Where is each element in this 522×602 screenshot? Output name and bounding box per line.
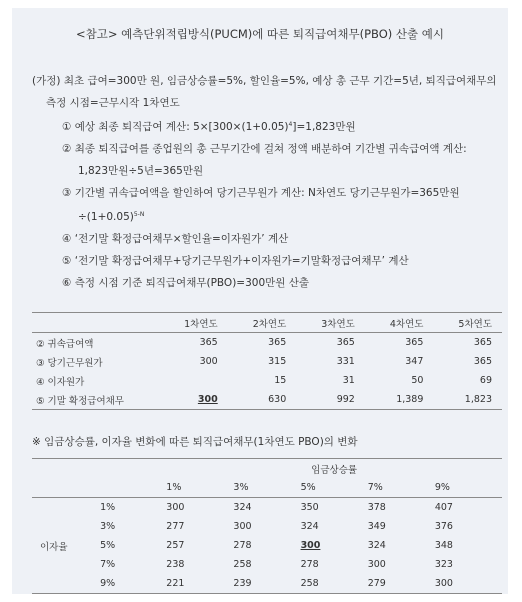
table-row (32, 517, 502, 536)
table-cell (159, 371, 228, 390)
step-3: ③ 기간별 귀속급여액을 할인하여 당기근무원가 계산: N차연도 당기근무원가=365만원 (62, 187, 460, 199)
table-cell: 300 (166, 502, 185, 513)
table-cell: 376 (434, 521, 453, 532)
table-cell: 630 (268, 394, 287, 405)
table-cell-highlight (159, 390, 228, 410)
table-cell: 365 (199, 337, 218, 348)
table-cell: 1,823 (464, 394, 492, 405)
table-cell: 324 (233, 502, 252, 513)
table-cell: 258 (233, 559, 252, 570)
table-row (32, 390, 502, 410)
table-row (32, 574, 502, 594)
row-label: 1% (100, 502, 116, 513)
table-cell: 221 (166, 578, 185, 589)
table-cell: 365 (405, 337, 424, 348)
table-cell: 992 (336, 394, 355, 405)
table-cell: 300 (233, 521, 252, 532)
table-cell: 239 (233, 578, 252, 589)
table-cell: 50 (411, 375, 424, 386)
table-cell: 315 (268, 356, 287, 367)
page-title: <참고> 예측단위적립방식(PUCM)에 따른 퇴직급여채무(PBO) 산출 예시 (76, 27, 444, 41)
row-label: ③ 당기근무원가 (36, 357, 103, 369)
step-4: ④ ‘전기말 확정급여채무×할인율=이자원가’ 계산 (62, 233, 289, 245)
table-cell: 350 (300, 502, 319, 513)
header-cell: 9% (434, 482, 450, 493)
table-cell: 278 (300, 559, 319, 570)
step-2: ② 최종 퇴직급여를 종업원의 총 근무기간에 걸쳐 정액 배분하여 기간별 귀속급여액 계산: (62, 143, 467, 155)
table-row (32, 555, 502, 574)
table-cell: 278 (233, 540, 252, 551)
table-cell: 238 (166, 559, 185, 570)
table-group-header-row (32, 459, 502, 479)
header-cell: 3% (233, 482, 249, 493)
step-2-continued: 1,823만원÷5년=365만원 (78, 165, 204, 177)
table-cell: 69 (479, 375, 492, 386)
header-cell: 1차연도 (184, 318, 218, 330)
table-cell: 300 (367, 559, 386, 570)
step-5: ⑤ ‘전기말 확정급여채무+당기근무원가+이자원가=기말확정급여채무’ 계산 (62, 255, 409, 267)
table-row (32, 333, 502, 353)
row-label: 3% (100, 521, 116, 532)
step-1-exponent: 4 (288, 121, 293, 128)
highlighted-value: 300 (197, 394, 218, 405)
table-cell: 15 (274, 375, 287, 386)
sensitivity-note: ※ 임금상승률, 이자율 변화에 따른 퇴직급여채무(1차연도 PBO)의 변화 (32, 436, 358, 448)
header-cell: 5% (300, 482, 316, 493)
table-cell: 323 (434, 559, 453, 570)
table-cell: 1,389 (396, 394, 424, 405)
header-cell: 5차연도 (458, 318, 492, 330)
table-header-row (32, 478, 502, 498)
header-cell: 3차연도 (321, 318, 355, 330)
table-row (32, 371, 502, 390)
row-label: ⑤ 기말 확정급여채무 (36, 395, 124, 407)
assumption-line: (가정) 최초 급여=300만 원, 임금상승률=5%, 할인율=5%, 예상 총 근무 기간=5년, 퇴직급여채무의 (32, 75, 497, 87)
row-label: 7% (100, 559, 116, 570)
header-cell (32, 313, 159, 333)
table-cell: 300 (199, 356, 218, 367)
header-cell: 2차연도 (252, 318, 287, 330)
table-cell: 258 (300, 578, 319, 589)
table-cell: 324 (367, 540, 386, 551)
assumptions-block (32, 70, 502, 294)
row-label: 5% (100, 540, 116, 551)
table-cell: 300 (434, 578, 453, 589)
table-cell: 349 (367, 521, 386, 532)
table-cell: 31 (342, 375, 355, 386)
sensitivity-table (32, 458, 502, 594)
step-3-exponent: 5-N (133, 211, 145, 218)
header-cell: 4차연도 (389, 318, 424, 330)
table-cell: 331 (336, 356, 355, 367)
table-row (32, 498, 502, 518)
header-cell: 7% (367, 482, 383, 493)
table-cell: 277 (166, 521, 185, 532)
table-cell: 365 (473, 337, 492, 348)
step-6: ⑥ 측정 시점 기준 퇴직급여채무(PBO)=300만원 산출 (62, 277, 310, 289)
table-cell-highlight (301, 536, 368, 555)
assumption-line: 측정 시점=근무시작 1차연도 (46, 97, 180, 109)
step-3-formula: ÷(1+0.05) (78, 211, 134, 223)
step-1-text: ① 예상 최종 퇴직급여 계산: 5×[300×(1+0.05) (62, 121, 289, 133)
table-row (32, 352, 502, 371)
table-cell: 347 (405, 356, 424, 367)
table-cell: 279 (367, 578, 386, 589)
example-panel (12, 8, 508, 594)
table-cell: 365 (336, 337, 355, 348)
table-cell: 378 (367, 502, 386, 513)
table-header-row (32, 313, 502, 333)
row-label: ④ 이자원가 (36, 376, 85, 388)
table-cell: 324 (300, 521, 319, 532)
table-cell: 407 (434, 502, 453, 513)
row-label: 9% (100, 578, 116, 589)
table-row (32, 536, 502, 555)
header-cell: 1% (166, 482, 182, 493)
group-header: 임금상승률 (311, 464, 358, 476)
table-cell: 365 (473, 356, 492, 367)
step-1 (32, 114, 502, 138)
step-3-continued (32, 204, 502, 228)
row-label: ② 귀속급여액 (36, 338, 94, 350)
step-1-result: ]=1,823만원 (292, 121, 356, 133)
table-cell: 257 (166, 540, 185, 551)
pbo-calculation-table (32, 312, 502, 410)
table-cell: 365 (268, 337, 287, 348)
row-group-label: 이자율 (40, 541, 68, 553)
highlighted-value: 300 (300, 540, 321, 551)
table-cell: 348 (434, 540, 453, 551)
